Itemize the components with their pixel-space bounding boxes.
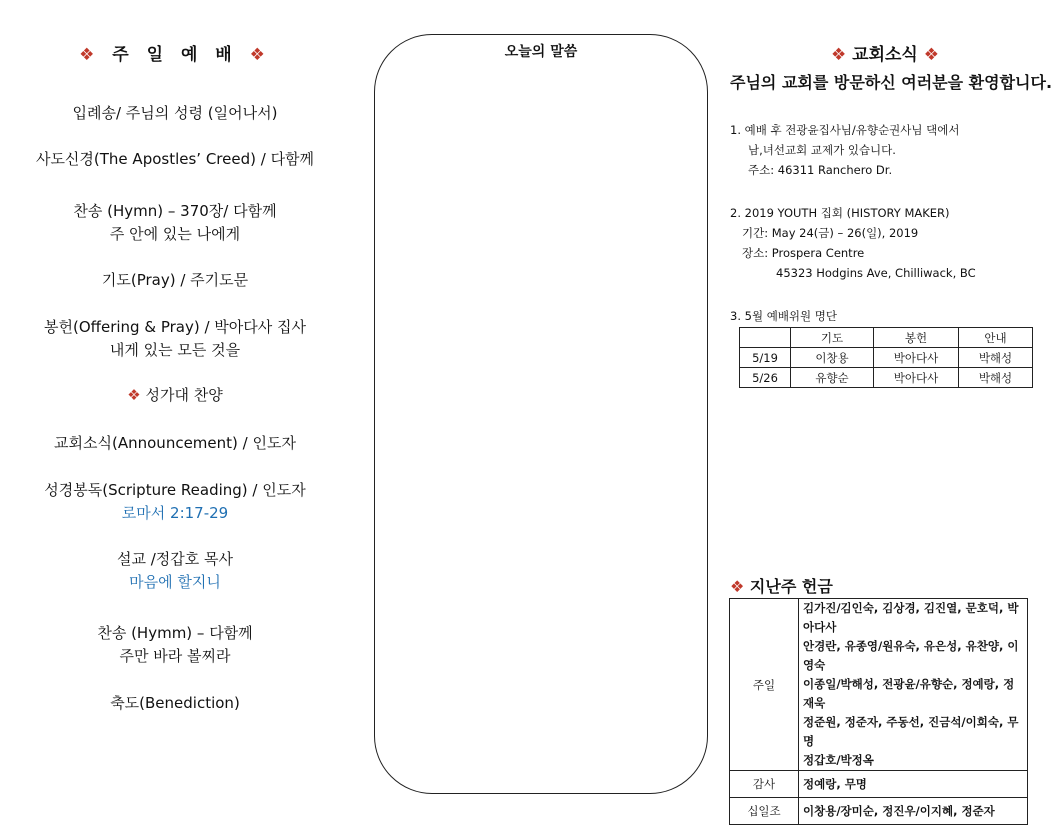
diamond-ornament-icon: ❖ [79,45,101,65]
order-item-offering-line: 봉헌(Offering & Pray) / 박아다사 집사 [44,318,306,336]
roster-cell: 이창용 [791,348,874,368]
news-item-2-dates: 기간: May 24(금) – 26(일), 2019 [742,226,919,240]
table-row [730,798,1028,825]
offering-title-text: 지난주 헌금 [749,577,833,596]
diamond-ornament-icon: ❖ [730,577,745,596]
offering-table [729,598,1028,825]
volunteer-roster-table [739,327,1033,388]
order-item-benediction: 축도(Benediction) [110,694,240,712]
roster-cell: 박해성 [959,368,1033,388]
order-item-entrance: 입례송/ 주님의 성령 (일어나서) [72,104,278,122]
offering-sunday-names [799,599,1028,771]
roster-header-cell: 봉헌 [874,328,959,348]
offering-names-line: 안경란, 유종영/원유숙, 유은성, 유찬양, 이영숙 [803,639,1019,672]
table-row [740,328,1033,348]
order-item-scripture [0,479,350,525]
news-item-1 [730,120,959,180]
order-item-creed: 사도신경(The Apostles’ Creed) / 다함께 [35,150,315,168]
offering-tithe-label: 십일조 [730,798,799,825]
roster-header-cell [740,328,791,348]
order-item-sermon [0,548,350,594]
order-item-offering [0,316,350,362]
order-item-scripture-line: 성경봉독(Scripture Reading) / 인도자 [44,481,306,499]
order-item-choir-text: 성가대 찬양 [145,386,223,404]
news-item-2-address: 45323 Hodgins Ave, Chilliwack, BC [776,266,976,280]
offering-names-line: 정준원, 정준자, 주동선, 진금석/이희숙, 무명 [803,715,1019,748]
news-item-1-line: 남,녀선교회 교제가 있습니다. [748,143,896,157]
scripture-reference: 로마서 2:17-29 [121,504,229,522]
welcome-message: 주님의 교회를 방문하신 여러분을 환영합니다. [730,73,1053,92]
order-item-announcement: 교회소식(Announcement) / 인도자 [54,434,296,452]
offering-tithe-names: 이창용/장미순, 정진우/이지혜, 정준자 [799,798,1028,825]
news-item-2-line: 2. 2019 YOUTH 집회 (HISTORY MAKER) [730,206,950,220]
church-news-title [730,40,1040,65]
sermon-notes-frame [374,34,708,794]
offering-title [730,574,833,597]
roster-cell: 박아다사 [874,348,959,368]
roster-cell: 박해성 [959,348,1033,368]
order-item-sermon-line: 설교 /정갑호 목사 [116,550,234,568]
news-item-1-line: 1. 예배 후 전광윤집사님/유향순권사님 댁에서 [730,123,960,137]
order-item-hymn [0,200,350,246]
news-item-2 [730,203,976,283]
news-item-3-title: 3. 5월 예배위원 명단 [730,309,838,323]
church-news-title-text: 교회소식 [852,45,918,65]
offering-sunday-label: 주일 [730,599,799,771]
table-row [740,368,1033,388]
roster-cell: 5/19 [740,348,791,368]
worship-order-title [0,40,350,65]
order-item-offering-song: 내게 있는 모든 것을 [109,341,241,359]
offering-thanks-label: 감사 [730,771,799,798]
order-item-closing-hymn-title: 주만 바라 볼찌라 [119,647,231,665]
order-item-closing-hymn [0,622,350,668]
roster-header-cell: 기도 [791,328,874,348]
roster-cell: 5/26 [740,368,791,388]
order-item-prayer: 기도(Pray) / 주기도문 [101,271,249,289]
table-row [740,348,1033,368]
diamond-ornament-icon: ❖ [830,45,847,65]
diamond-ornament-icon: ❖ [127,386,141,404]
sermon-notes-title: 오늘의 말씀 [504,44,578,60]
table-row [730,771,1028,798]
worship-order-column [0,0,350,816]
order-item-choir [0,384,350,407]
news-item-1-address: 주소: 46311 Ranchero Dr. [748,163,893,177]
order-item-hymn-title: 주 안에 있는 나에게 [109,225,241,243]
sermon-title: 마음에 할지니 [129,573,221,591]
diamond-ornament-icon: ❖ [249,45,271,65]
offering-names-line: 정갑호/박정옥 [803,753,874,767]
diamond-ornament-icon: ❖ [923,45,940,65]
offering-names-line: 김가진/김인숙, 김상경, 김진열, 문호덕, 박아다사 [803,601,1019,634]
roster-cell: 유향순 [791,368,874,388]
news-item-2-venue: 장소: Prospera Centre [742,246,865,260]
table-row [730,599,1028,771]
roster-cell: 박아다사 [874,368,959,388]
offering-thanks-names: 정예랑, 무명 [799,771,1028,798]
offering-names-line: 이종일/박해성, 전광윤/유향순, 정예랑, 정재욱 [803,677,1015,710]
worship-order-title-text: 주 일 예 배 [112,45,238,65]
order-item-hymn-line: 찬송 (Hymn) – 370장/ 다함께 [73,202,277,220]
order-item-closing-hymn-line: 찬송 (Hymm) – 다함께 [97,624,253,642]
roster-header-cell: 안내 [959,328,1033,348]
